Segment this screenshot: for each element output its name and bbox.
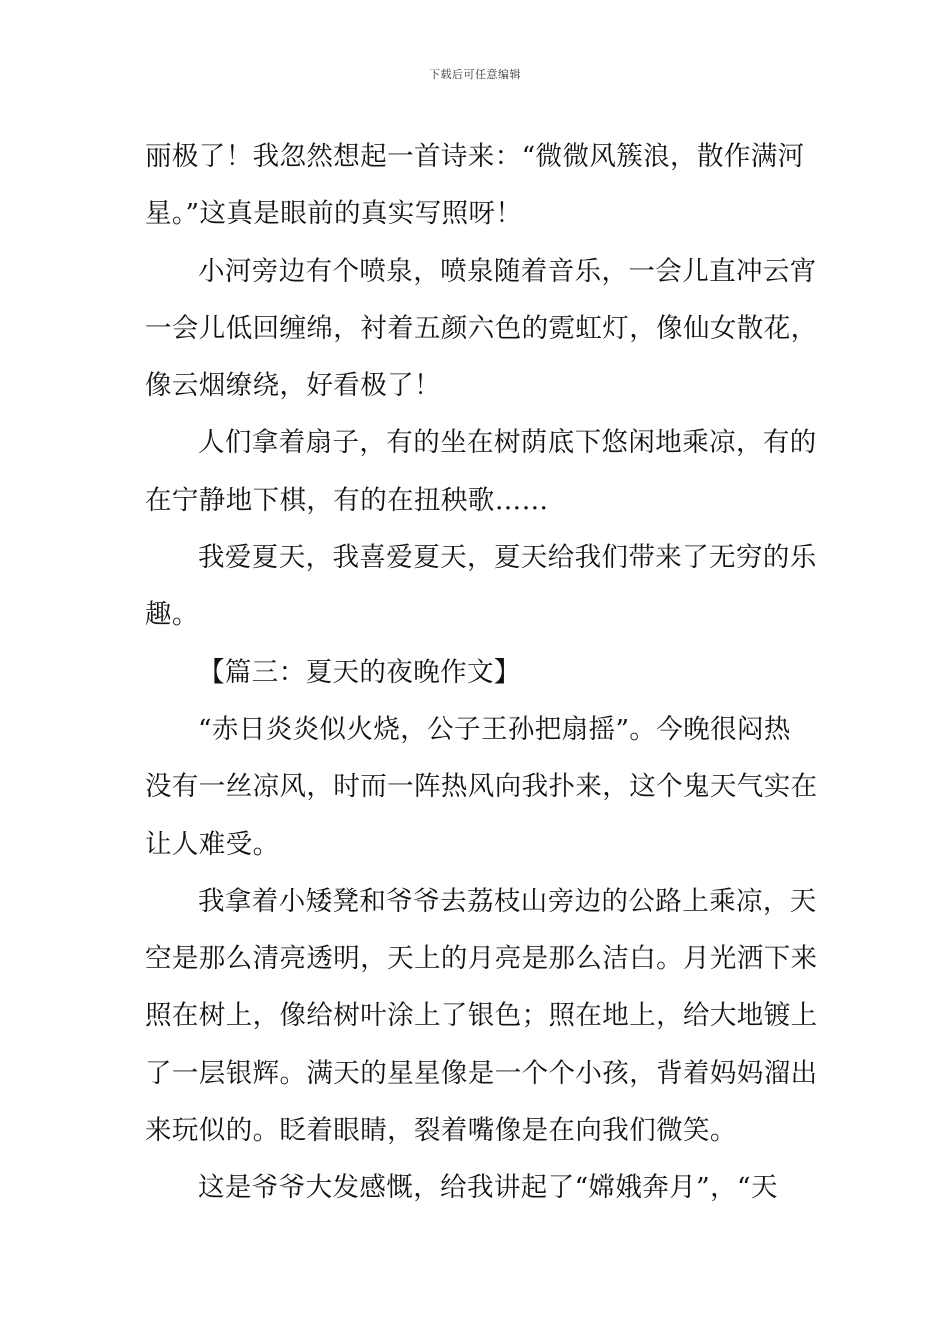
text-line: 空是那么清亮透明，天上的月亮是那么洁白。月光洒下来 [145,943,818,975]
text-line: 没有一丝凉风，时而一阵热风向我扑来，这个鬼天气实在 [145,771,818,803]
text-line: 星。”这真是眼前的真实写照呀！ [145,198,523,230]
text-line: 像云烟缭绕，好看极了！ [145,370,441,402]
text-line: 一会儿低回缠绵，衬着五颜六色的霓虹灯，像仙女散花， [145,312,818,344]
document-body [145,128,818,1217]
text-line: 我爱夏天，我喜爱夏天，夏天给我们带来了无穷的乐 [198,542,817,574]
text-line: “赤日炎炎似火烧，公子王孙把扇摇”。今晚很闷热 [198,713,791,745]
section-heading: 【篇三：夏天的夜晚作文】 [198,656,521,688]
text-line: 在宁静地下棋，有的在扭秧歌…… [145,484,549,516]
text-line: 让人难受。 [145,828,280,860]
text-line: 我拿着小矮凳和爷爷去荔枝山旁边的公路上乘凉，天 [198,885,817,917]
text-line: 照在树上，像给树叶涂上了银色；照在地上，给大地镀上 [145,1000,818,1032]
text-line: 了一层银辉。满天的星星像是一个个小孩，背着妈妈溜出 [145,1057,818,1089]
text-line: 人们拿着扇子，有的坐在树荫底下悠闲地乘凉，有的 [198,427,817,459]
text-line: 这是爷爷大发感慨，给我讲起了“嫦娥奔月”，“天 [198,1172,778,1204]
text-line: 丽极了！我忽然想起一首诗来：“微微风簇浪，散作满河 [145,141,805,172]
text-line: 来玩似的。眨着眼睛，裂着嘴像是在向我们微笑。 [145,1115,737,1147]
text-line: 小河旁边有个喷泉，喷泉随着音乐，一会儿直冲云宵 [198,255,817,287]
text-line: 趣。 [145,599,199,631]
page-header: 下载后可任意编辑 [429,68,521,81]
